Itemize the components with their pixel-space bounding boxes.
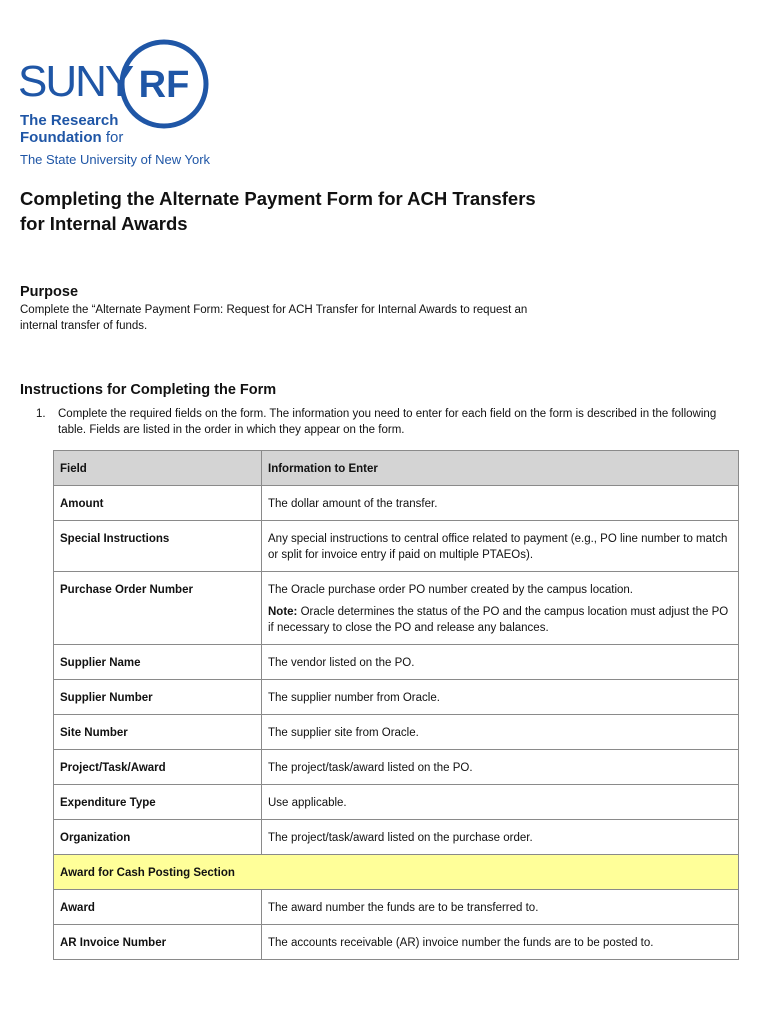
table-row <box>54 572 739 645</box>
row-info: The award number the funds are to be transferred to. <box>262 890 739 925</box>
row-field: Purchase Order Number <box>54 572 262 645</box>
logo-line-university: The State University of New York <box>20 152 211 167</box>
table-row <box>54 820 739 855</box>
row-note <box>268 604 732 636</box>
logo <box>18 38 218 168</box>
row-field: Organization <box>54 820 262 855</box>
purpose-heading: Purpose <box>20 284 79 300</box>
document-title: Completing the Alternate Payment Form for ACH Transfers for Internal Awards <box>20 188 536 234</box>
purpose-text: Complete the “Alternate Payment Form: Request for ACH Transfer for Internal Awards to request an internal transfer of funds. <box>20 304 528 332</box>
step-text: Complete the required fields on the form. The information you need to enter for each field on the form is described in the following table. Fields are listed in the order in which they appear on the form. <box>58 408 717 436</box>
table-row <box>54 486 739 521</box>
logo-rf-text: RF <box>138 64 190 106</box>
row-info: Use applicable. <box>262 785 739 820</box>
table-row <box>54 521 739 572</box>
row-field: Site Number <box>54 715 262 750</box>
table-header-row <box>54 451 739 486</box>
row-info: The supplier number from Oracle. <box>262 680 739 715</box>
note-text: Oracle determines the status of the PO and the campus location must adjust the PO if necessary to close the PO and release any balances. <box>268 606 729 634</box>
instructions-heading: Instructions for Completing the Form <box>20 382 277 398</box>
table-row <box>54 890 739 925</box>
row-field: Amount <box>54 486 262 521</box>
header-information: Information to Enter <box>262 451 739 486</box>
row-info-cell <box>262 572 739 645</box>
row-info: The accounts receivable (AR) invoice number the funds are to be posted to. <box>262 925 739 960</box>
row-info: The project/task/award listed on the PO. <box>262 750 739 785</box>
row-field: Supplier Number <box>54 680 262 715</box>
logo-foundation: Foundation <box>20 129 102 146</box>
table-row <box>54 925 739 960</box>
logo-for: for <box>105 129 124 146</box>
table-row <box>54 785 739 820</box>
logo-line-foundation <box>20 129 123 146</box>
table-row <box>54 680 739 715</box>
table-row <box>54 645 739 680</box>
header-field: Field <box>54 451 262 486</box>
row-info: The dollar amount of the transfer. <box>262 486 739 521</box>
row-info: The Oracle purchase order PO number created by the campus location. <box>268 584 633 596</box>
logo-line-research: The Research <box>20 112 119 129</box>
row-field: Expenditure Type <box>54 785 262 820</box>
row-field: Special Instructions <box>54 521 262 572</box>
logo-suny-text: SUNY <box>18 57 133 106</box>
row-field: Award <box>54 890 262 925</box>
row-info: The vendor listed on the PO. <box>262 645 739 680</box>
logo-rf-emblem <box>118 38 210 130</box>
table-row <box>54 715 739 750</box>
section-row-award-cash-posting <box>54 855 739 890</box>
row-info: The supplier site from Oracle. <box>262 715 739 750</box>
row-field: AR Invoice Number <box>54 925 262 960</box>
note-label: Note: <box>268 606 298 618</box>
row-field: Supplier Name <box>54 645 262 680</box>
table-row <box>54 750 739 785</box>
step-number: 1. <box>36 408 46 420</box>
row-info: Any special instructions to central office related to payment (e.g., PO line number to match or split for invoice entry if paid on multiple PTAEOs). <box>262 521 739 572</box>
section-label: Award for Cash Posting Section <box>54 855 739 890</box>
row-info: The project/task/award listed on the purchase order. <box>262 820 739 855</box>
row-field: Project/Task/Award <box>54 750 262 785</box>
field-info-table <box>53 450 739 960</box>
